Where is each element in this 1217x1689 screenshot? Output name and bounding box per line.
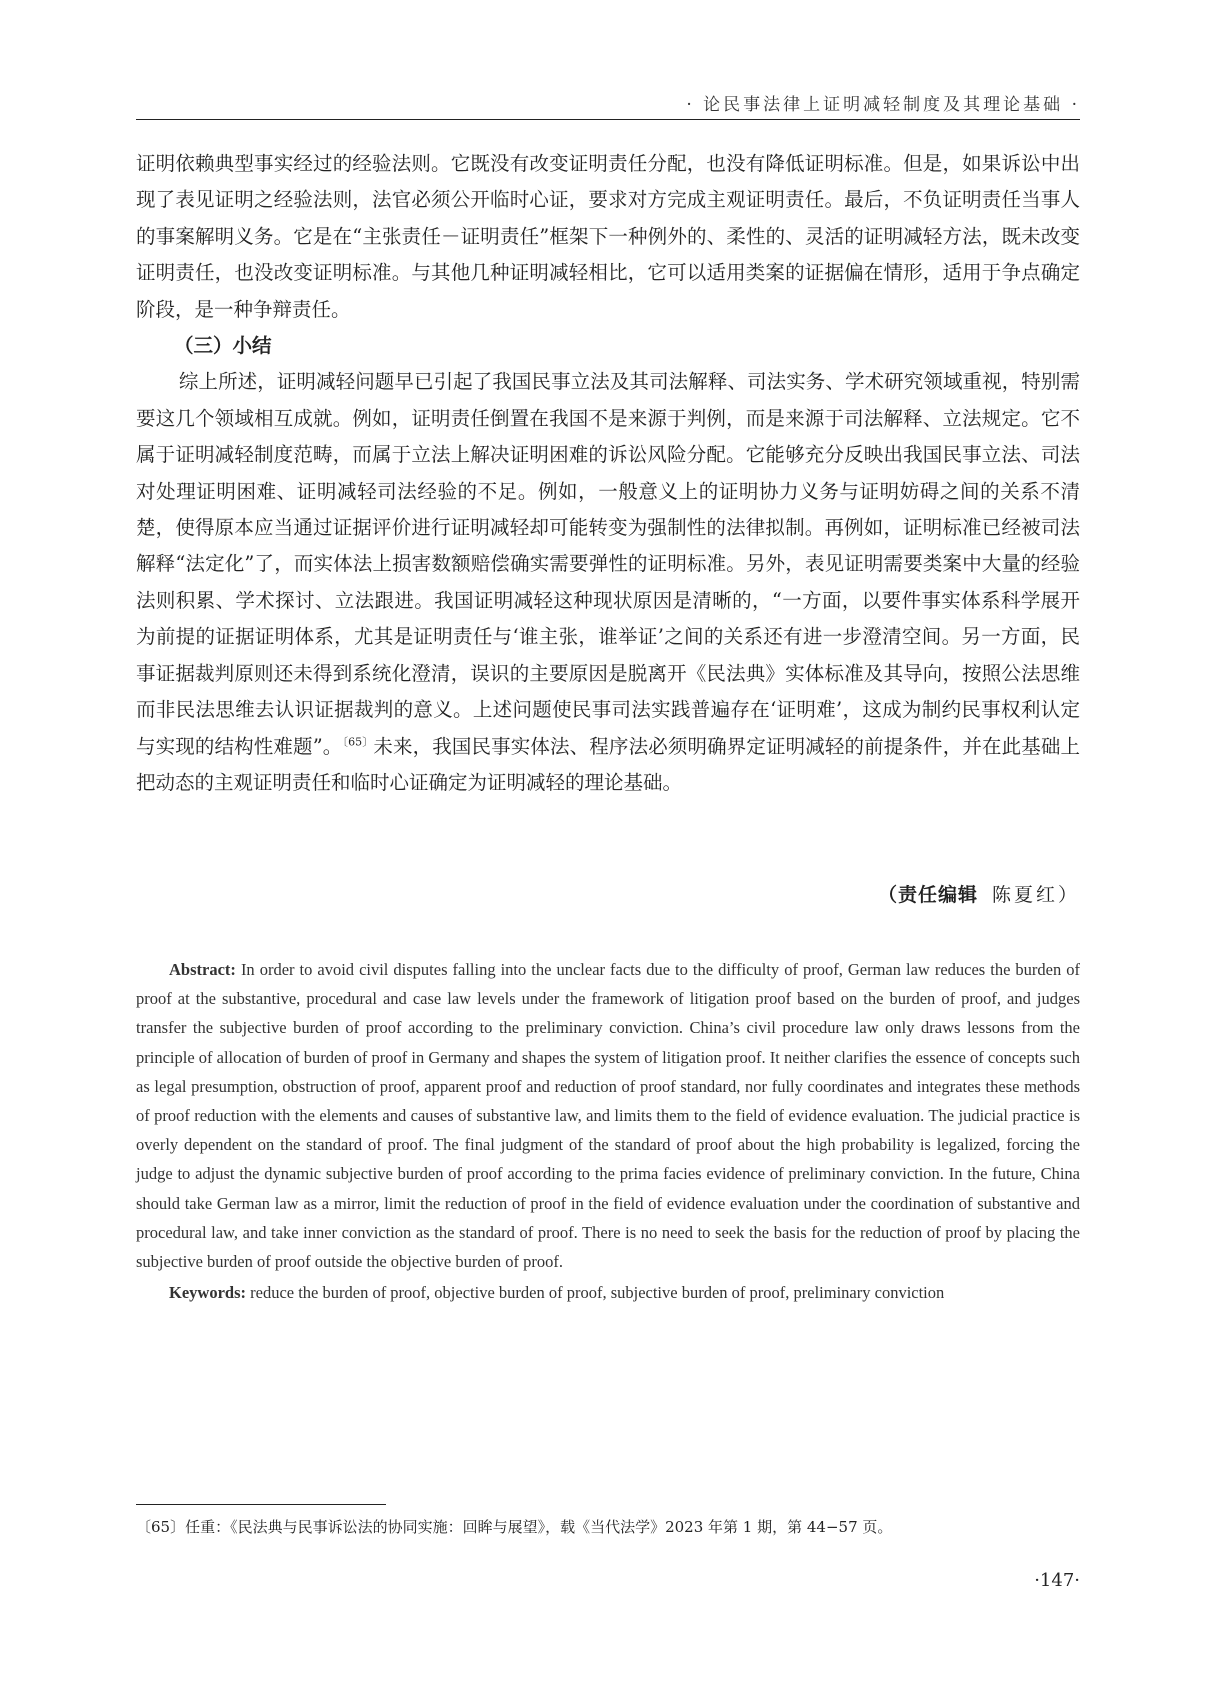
abstract-text: In order to avoid civil disputes falling into the unclear facts due to the difficulty of proof, German law reduces the burden of proof at the substantive, procedural and case law levels under the framework of litigation proof based on the burden of proof, and judges transfer the subjective burden of proof according to the preliminary conviction. China’s civil procedure law only draws lessons from the principle of allocation of burden of proof in Germany and shapes the system of litigation proof. It neither clarifies the essence of concepts such as legal presumption, obstruction of proof, apparent proof and reduction of proof standard, nor fully coordinates and integrates these methods of proof reduction with the elements and causes of substantive law, and limits them to the field of evidence evaluation. The judicial practice is overly dependent on the standard of proof. The final judgment of the standard of proof about the high probability is legalized, forcing the judge to adjust the dynamic subjective burden of proof according to the prima facies evidence of preliminary conviction. In the future, China should take German law as a mirror, limit the reduction of proof in the field of evidence evaluation under the coordination of substantive and procedural law, and take inner conviction as the standard of proof. There is no need to seek the basis for the reduction of proof by placing the subjective burden of proof outside the objective burden of proof. [136,960,1081,1272]
section-heading: （三）小结 [174,334,272,358]
editor-name: 陈夏红） [991,884,1080,906]
body-paragraph-part: 综上所述，证明减轻问题早已引起了我国民事立法及其司法解释、司法实务、学术研究领域重视，特别需要这几个领域相互成就。例如，证明责任倒置在我国不是来源于判例，而是来源于司法解释、立法规定。它不属于证明减轻制度范畴，而属于立法上解决证明困难的诉讼风险分配。它能够充分反映出我国民事立法、司法对处理证明困难、证明减轻司法经验的不足。例如，一般意义上的证明协力义务与证明妨碍之间的关系不清楚，使得原本应当通过证据评价进行证明减轻却可能转变为强制性的法律拟制。再例如，证明标准已经被司法解释“法定化”了，而实体法上损害数额赔偿确实需要弹性的证明标准。另外，表见证明需要类案中大量的经验法则积累、学术探讨、立法跟进。我国证明减轻这种现状原因是清晰的，“一方面，以要件事实体系科学展开为前提的证据证明体系，尤其是证明责任与‘谁主张，谁举证’之间的关系还有进一步澄清空间。另一方面，民事证据裁判原则还未得到系统化澄清，误识的主要原因是脱离开《民法典》实体标准及其导向，按照公法思维而非民法思维去认识证据裁判的意义。上述问题使民事司法实践普遍存在‘证明难’，这成为制约民事权利认定与实现的结构性难题”。 [136,370,1080,758]
keywords-paragraph [136,1278,1080,1307]
keywords-text: reduce the burden of proof, objective burden of proof, subjective burden of proof, preliminary conviction [250,1283,945,1303]
body-paragraph [136,364,1080,801]
abstract-paragraph [136,955,1080,1276]
responsible-editor [136,880,1080,907]
abstract-label: Abstract: [169,960,236,979]
editor-label: （责任编辑 [877,884,978,906]
body-paragraph: 证明依赖典型事实经过的经验法则。它既没有改变证明责任分配，也没有降低证明标准。但是，如果诉讼中出现了表见证明之经验法则，法官必须公开临时心证，要求对方完成主观证明责任。最后，不负证明责任当事人的事案解明义务。它是在“主张责任－证明责任”框架下一种例外的、柔性的、灵活的证明减轻方法，既未改变证明责任，也没改变证明标准。与其他几种证明减轻相比，它可以适用类案的证据偏在情形，适用于争点确定阶段，是一种争辩责任。 [136,152,1080,321]
footnote-reference: 〔65〕 [342,735,374,748]
english-abstract [136,955,1080,1307]
keywords-label: Keywords: [169,1283,246,1303]
footnote: 〔65〕任重：《民法典与民事诉讼法的协同实施：回眸与展望》，载《当代法学》2023 年第 1 期，第 44−57 页。 [136,1518,893,1536]
header-rule [136,119,1080,120]
body-paragraph-part: 未来，我国民事实体法、程序法必须明确界定证明减轻的前提条件，并在此基础上把动态的主观证明责任和临时心证确定为证明减轻的理论基础。 [136,734,1080,794]
footnote-rule [136,1504,386,1505]
page-number: ·147· [1034,1570,1080,1591]
body-text [136,146,1080,801]
running-title: · 论民事法律上证明减轻制度及其理论基础 · [686,95,1080,115]
